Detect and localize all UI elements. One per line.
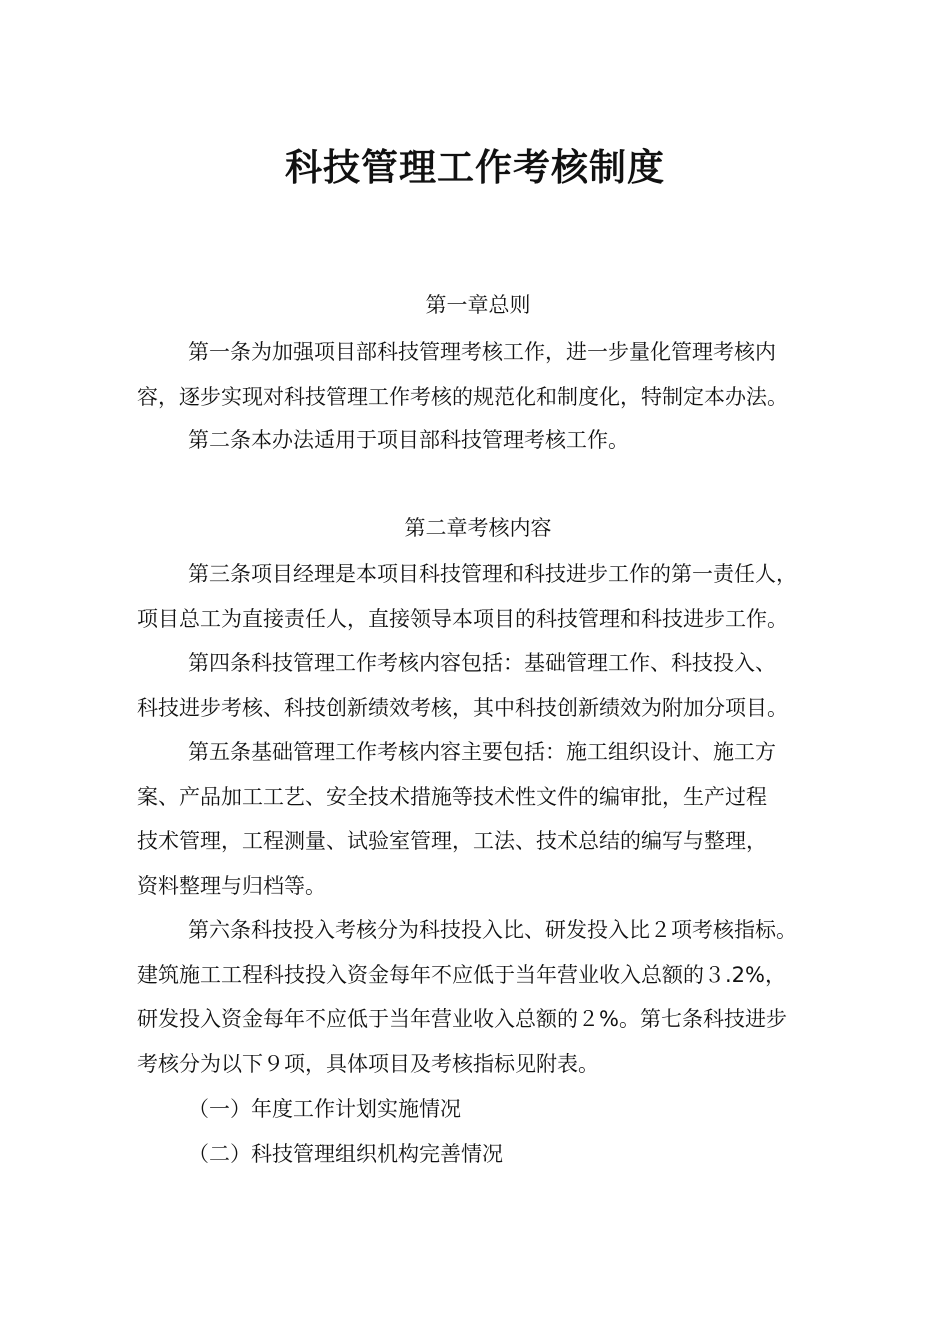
- article-6-line-1: 第六条科技投入考核分为科技投入比、研发投入比２项考核指标。: [188, 918, 797, 942]
- article-2-line-1: 第二条本办法适用于项目部科技管理考核工作。: [188, 428, 629, 452]
- article-3-line-1: 第三条项目经理是本项目科技管理和科技进步工作的第一责任人，: [188, 562, 797, 586]
- article-4-paragraph: [137, 641, 837, 730]
- chapter-2-heading: 第二章考核内容: [404, 516, 552, 540]
- list-item: （一）年度工作计划实施情况: [188, 1097, 461, 1121]
- article-5-line-4: 资料整理与归档等。: [137, 873, 326, 898]
- article-5-line-2: 案、产品加工工艺、安全技术措施等技术性文件的编审批，生产过程: [137, 784, 767, 809]
- article-4-line-2: 科技进步考核、科技创新绩效考核，其中科技创新绩效为附加分项目。: [137, 695, 788, 720]
- article-3-paragraph: [137, 552, 837, 641]
- chapter-1-heading: 第一章总则: [425, 293, 531, 317]
- article-6-line-3: 研发投入资金每年不应低于当年营业收入总额的２%。第七条科技进步: [137, 1007, 787, 1031]
- article-6-paragraph: [137, 908, 837, 1086]
- document-title: 科技管理工作考核制度: [285, 146, 665, 189]
- article-4-line-1: 第四条科技管理工作考核内容包括：基础管理工作、科技投入、: [188, 651, 776, 675]
- article-1-line-1: 第一条为加强项目部科技管理考核工作，进一步量化管理考核内: [188, 340, 776, 364]
- article-5-paragraph: [137, 730, 837, 908]
- article-5-line-3: 技术管理，工程测量、试验室管理，工法、技术总结的编写与整理，: [137, 829, 767, 853]
- list-item: （二）科技管理组织机构完善情况: [188, 1141, 503, 1166]
- article-5-line-1: 第五条基础管理工作考核内容主要包括：施工组织设计、施工方: [188, 740, 776, 764]
- article-2-paragraph: [137, 418, 837, 463]
- article-1-paragraph: [137, 330, 837, 419]
- article-6-line-2: 建筑施工工程科技投入资金每年不应低于当年营业收入总额的３.2%，: [137, 962, 786, 987]
- article-3-line-2: 项目总工为直接责任人，直接领导本项目的科技管理和科技进步工作。: [137, 606, 788, 631]
- item-list: [137, 1087, 837, 1176]
- article-6-line-4: 考核分为以下９项，具体项目及考核指标见附表。: [137, 1051, 599, 1076]
- article-1-line-2: 容，逐步实现对科技管理工作考核的规范化和制度化，特制定本办法。: [137, 384, 788, 409]
